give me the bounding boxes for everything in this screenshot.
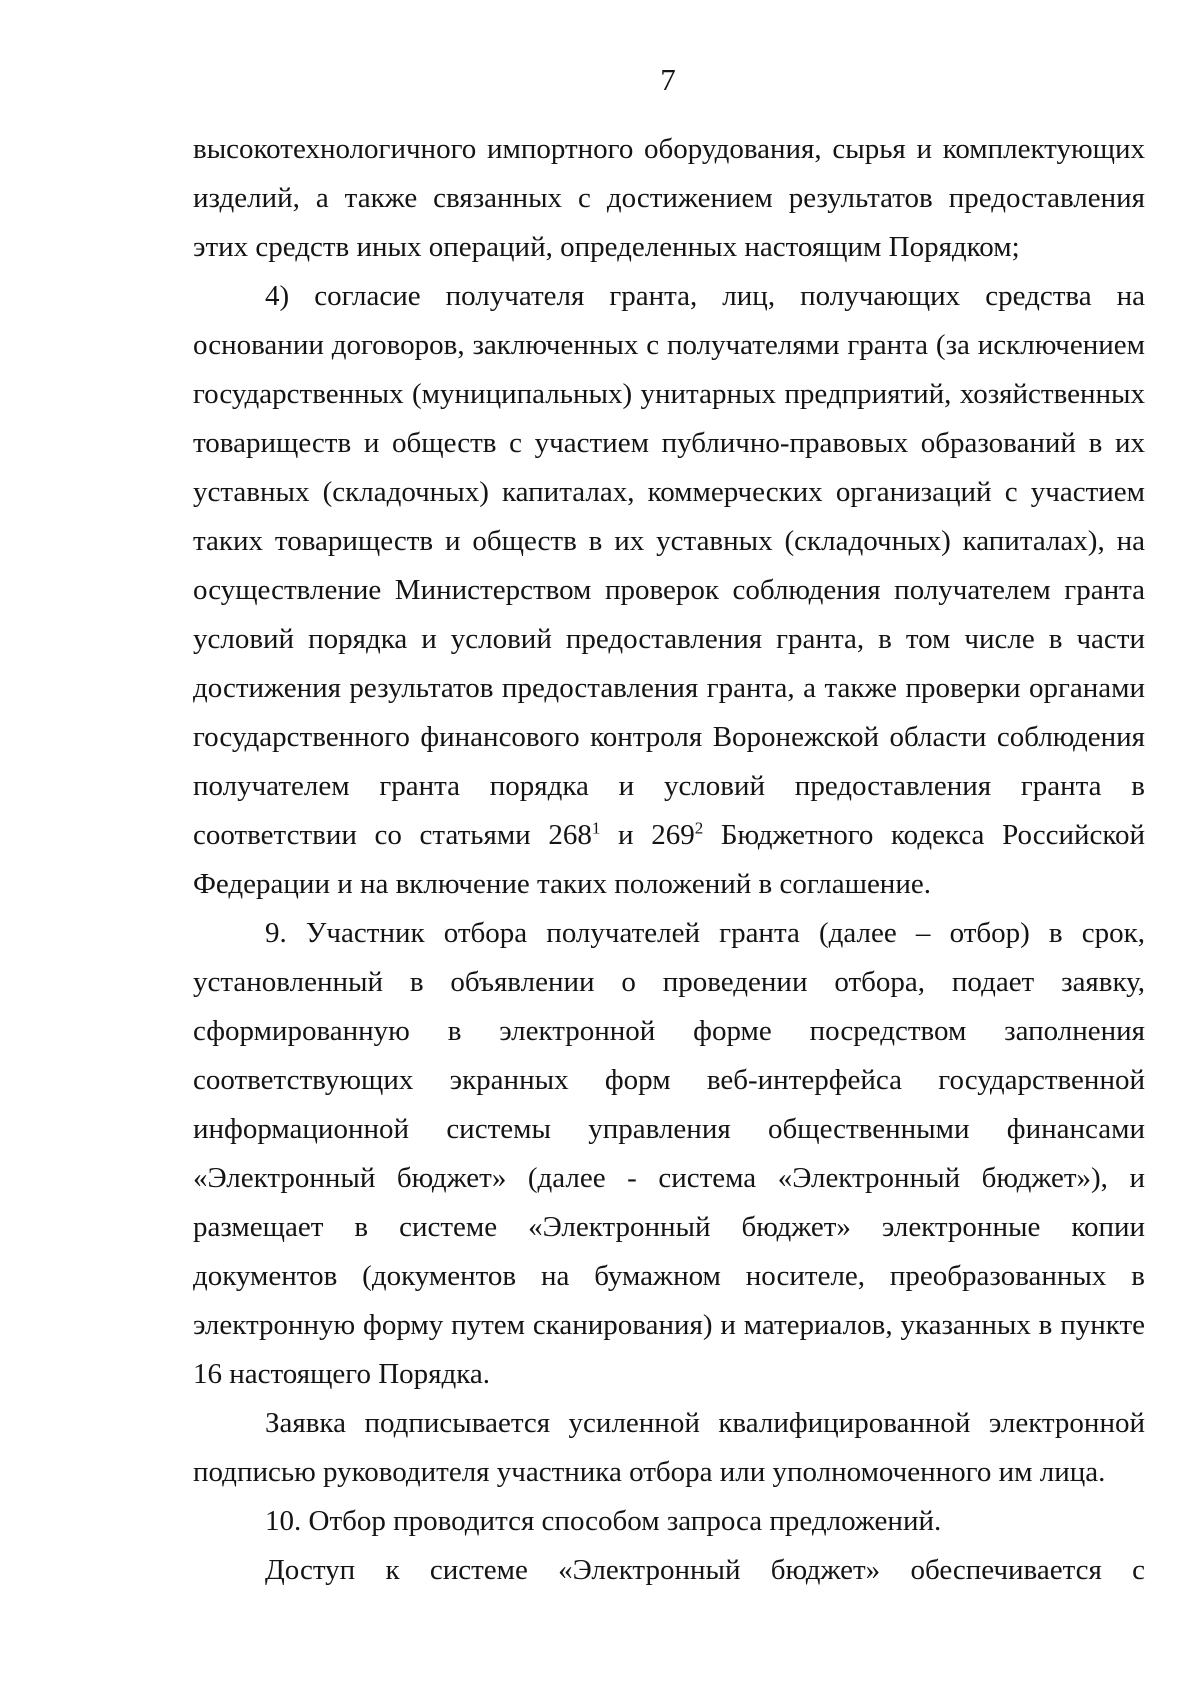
paragraph-clause-9: 9. Участник отбора получателей гранта (далее – отбор) в срок, установленный в объявлении о проведении отбора, подает заявку, сформированную в электронной форме посредством заполнения соответствующих экранных форм веб-интерфейса государственной информационной системы управления общественными финансами «Электронный бюджет» (далее - система «Электронный бюджет»), и размещает в системе «Электронный бюджет» электронные копии документов (документов на бумажном носителе, преобразованных в электронную форму путем сканирования) и материалов, указанных в пункте 16 настоящего Порядка. [193,917,1145,1390]
paragraph-item-4-text-mid: и 269 [600,819,695,851]
paragraph-continuation: высокотехнологичного импортного оборудования, сырья и комплектующих изделий, а также связанных с достижением результатов предоставления этих средств иных операций, определенных настоящим Порядком; [193,133,1145,263]
paragraph-clause-10: 10. Отбор проводится способом запроса предложений. [265,1505,942,1537]
superscript-1: 1 [591,818,601,838]
document-body [193,125,1145,1595]
paragraph-item-4-text: 4) согласие получателя гранта, лиц, получающих средства на основании договоров, заключенных с получателями гранта (за исключением государственных (муниципальных) унитарных предприятий, хозяйственных товариществ и обществ с участием публично-правовых образований в их уставных (складочных) капиталах, коммерческих организаций с участием таких товариществ и обществ в их уставных (складочных) капиталах), на осуществление Министерством проверок соблюдения получателем гранта условий порядка и условий предоставления гранта, в том числе в части достижения результатов предоставления гранта, а также проверки органами государственного финансового контроля Воронежской области соблюдения получателем гранта порядка и условий предоставления гранта в соответствии со статьями 268 [193,280,1145,851]
paragraph-access: Доступ к системе «Электронный бюджет» обеспечивается с [265,1554,1145,1586]
page-number: 7 [660,62,676,97]
paragraph-signature-requirement: Заявка подписывается усиленной квалифицированной электронной подписью руководителя участника отбора или уполномоченного им лица. [193,1407,1145,1488]
paragraph-item-4-text-end: Бюджетного кодекса Российской Федерации и на включение таких положений в соглашение. [193,819,1145,900]
superscript-2: 2 [694,818,704,838]
paragraph-item-4 [193,272,1145,909]
